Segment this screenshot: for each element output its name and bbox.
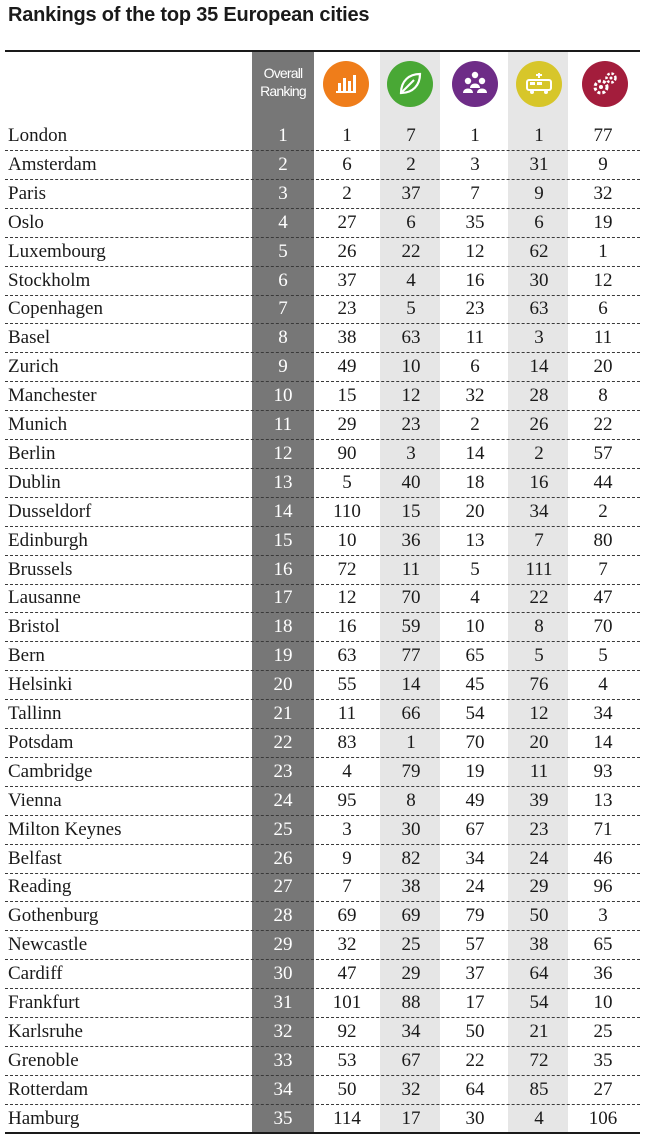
society-rank-cell: 20 bbox=[465, 500, 485, 522]
infrastructure-rank-cell: 3 bbox=[534, 327, 544, 349]
city-name: Helsinki bbox=[8, 674, 73, 696]
society-rank-cell: 34 bbox=[465, 847, 485, 869]
city-name: Belfast bbox=[8, 847, 62, 869]
environment-rank-cell: 29 bbox=[401, 963, 421, 985]
overall-ranking-cell: 6 bbox=[278, 269, 288, 291]
environment-rank-cell: 23 bbox=[401, 414, 421, 435]
infrastructure-rank-cell: 6 bbox=[534, 211, 544, 233]
economy-rank-cell: 16 bbox=[337, 616, 357, 638]
table-row bbox=[0, 267, 648, 296]
table-row bbox=[0, 209, 648, 238]
society-rank-cell: 11 bbox=[465, 327, 485, 349]
economy-rank-cell: 7 bbox=[342, 876, 352, 898]
economy-rank-cell: 12 bbox=[337, 587, 357, 609]
society-rank-cell: 23 bbox=[465, 298, 485, 320]
governance-rank-cell: 32 bbox=[593, 182, 613, 204]
infrastructure-rank-cell: 12 bbox=[529, 703, 549, 724]
city-name: Amsterdam bbox=[8, 153, 97, 175]
environment-rank-cell: 82 bbox=[401, 847, 421, 869]
governance-rank-cell: 46 bbox=[593, 847, 613, 869]
table-row bbox=[0, 180, 648, 209]
governance-rank-cell: 106 bbox=[588, 1107, 618, 1129]
table-row bbox=[0, 758, 648, 787]
environment-rank-cell: 79 bbox=[401, 760, 421, 782]
infrastructure-rank-cell: 76 bbox=[529, 674, 549, 696]
infrastructure-rank-cell: 26 bbox=[529, 414, 549, 435]
city-name: Copenhagen bbox=[8, 298, 103, 320]
infrastructure-rank-cell: 2 bbox=[534, 442, 544, 464]
city-name: Edinburgh bbox=[8, 529, 88, 551]
overall-ranking-cell: 11 bbox=[273, 414, 293, 435]
table-row bbox=[0, 1018, 648, 1047]
society-rank-cell: 37 bbox=[465, 963, 485, 985]
society-rank-cell: 18 bbox=[465, 471, 485, 493]
society-rank-cell: 1 bbox=[470, 125, 480, 146]
overall-ranking-cell: 29 bbox=[273, 934, 293, 956]
society-people-icon bbox=[452, 61, 498, 107]
environment-rank-cell: 10 bbox=[401, 356, 421, 378]
infrastructure-rank-cell: 9 bbox=[534, 182, 544, 204]
economy-rank-cell: 15 bbox=[337, 385, 357, 407]
economy-rank-cell: 9 bbox=[342, 847, 352, 869]
table-row bbox=[0, 411, 648, 440]
infrastructure-rank-cell: 8 bbox=[534, 616, 544, 638]
governance-rank-cell: 11 bbox=[593, 327, 613, 349]
society-rank-cell: 2 bbox=[470, 414, 480, 435]
city-name: Zurich bbox=[8, 356, 59, 378]
environment-rank-cell: 1 bbox=[406, 731, 416, 753]
overall-ranking-cell: 23 bbox=[273, 760, 293, 782]
table-row bbox=[0, 469, 648, 498]
governance-rank-cell: 4 bbox=[598, 674, 608, 696]
infrastructure-rank-cell: 38 bbox=[529, 934, 549, 956]
overall-ranking-cell: 35 bbox=[273, 1107, 293, 1129]
infrastructure-bus-icon bbox=[516, 61, 562, 107]
city-name: Dusseldorf bbox=[8, 500, 92, 522]
governance-rank-cell: 2 bbox=[598, 500, 608, 522]
table-row bbox=[0, 122, 648, 151]
overall-ranking-cell: 8 bbox=[278, 327, 288, 349]
economy-rank-cell: 2 bbox=[342, 182, 352, 204]
overall-ranking-cell: 20 bbox=[273, 674, 293, 696]
infrastructure-rank-cell: 54 bbox=[529, 992, 549, 1013]
city-name: Basel bbox=[8, 327, 51, 349]
city-name: Oslo bbox=[8, 211, 44, 233]
city-name: Bern bbox=[8, 645, 45, 667]
infrastructure-rank-cell: 64 bbox=[529, 963, 549, 985]
city-name: Rotterdam bbox=[8, 1078, 89, 1100]
infrastructure-rank-cell: 24 bbox=[529, 847, 549, 869]
infrastructure-rank-cell: 39 bbox=[529, 789, 549, 811]
overall-ranking-cell: 34 bbox=[273, 1078, 293, 1100]
environment-rank-cell: 7 bbox=[406, 125, 416, 146]
overall-ranking-cell: 12 bbox=[273, 442, 293, 464]
society-rank-cell: 3 bbox=[470, 153, 480, 175]
society-rank-cell: 10 bbox=[465, 616, 485, 638]
overall-ranking-cell: 27 bbox=[273, 876, 293, 898]
table-row bbox=[0, 295, 648, 324]
economy-rank-cell: 6 bbox=[342, 153, 352, 175]
governance-rank-cell: 1 bbox=[598, 240, 608, 262]
environment-rank-cell: 34 bbox=[401, 1020, 421, 1042]
city-name: Tallinn bbox=[8, 703, 62, 724]
city-name: Manchester bbox=[8, 385, 97, 407]
infrastructure-rank-cell: 50 bbox=[529, 905, 549, 927]
city-name: Lausanne bbox=[8, 587, 81, 609]
governance-rank-cell: 3 bbox=[598, 905, 608, 927]
overall-ranking-cell: 21 bbox=[273, 703, 293, 724]
infrastructure-rank-cell: 72 bbox=[529, 1049, 549, 1071]
governance-rank-cell: 20 bbox=[593, 356, 613, 378]
governance-rank-cell: 19 bbox=[593, 211, 613, 233]
overall-ranking-cell: 33 bbox=[273, 1049, 293, 1071]
economy-rank-cell: 49 bbox=[337, 356, 357, 378]
city-name: Grenoble bbox=[8, 1049, 79, 1071]
governance-rank-cell: 27 bbox=[593, 1078, 613, 1100]
table-row bbox=[0, 873, 648, 902]
society-rank-cell: 13 bbox=[465, 529, 485, 551]
infrastructure-rank-cell: 63 bbox=[529, 298, 549, 320]
bottom-rule bbox=[5, 1132, 640, 1134]
table-row bbox=[0, 989, 648, 1018]
governance-rank-cell: 25 bbox=[593, 1020, 613, 1042]
society-rank-cell: 14 bbox=[465, 442, 485, 464]
overall-ranking-cell: 4 bbox=[278, 211, 288, 233]
governance-rank-cell: 13 bbox=[593, 789, 613, 811]
city-name: Reading bbox=[8, 876, 72, 898]
city-name: Cardiff bbox=[8, 963, 63, 985]
overall-ranking-cell: 30 bbox=[273, 963, 293, 985]
city-name: Newcastle bbox=[8, 934, 88, 956]
governance-rank-cell: 80 bbox=[593, 529, 613, 551]
city-name: Karlsruhe bbox=[8, 1020, 83, 1042]
overall-ranking-cell: 25 bbox=[273, 818, 293, 840]
governance-rank-cell: 77 bbox=[593, 125, 613, 146]
infrastructure-rank-cell: 31 bbox=[529, 153, 549, 175]
economy-rank-cell: 37 bbox=[337, 269, 357, 291]
page-title: Rankings of the top 35 European cities bbox=[8, 4, 370, 26]
infrastructure-rank-cell: 23 bbox=[529, 818, 549, 840]
environment-rank-cell: 77 bbox=[401, 645, 421, 667]
governance-rank-cell: 93 bbox=[593, 760, 613, 782]
overall-ranking-cell: 19 bbox=[273, 645, 293, 667]
environment-rank-cell: 66 bbox=[401, 703, 421, 724]
table-row bbox=[0, 440, 648, 469]
governance-rank-cell: 10 bbox=[593, 992, 613, 1013]
governance-rank-cell: 96 bbox=[593, 876, 613, 898]
society-rank-cell: 7 bbox=[470, 182, 480, 204]
society-rank-cell: 16 bbox=[465, 269, 485, 291]
society-rank-cell: 4 bbox=[470, 587, 480, 609]
society-rank-cell: 45 bbox=[465, 674, 485, 696]
governance-rank-cell: 47 bbox=[593, 587, 613, 609]
table-row bbox=[0, 902, 648, 931]
city-name: Munich bbox=[8, 414, 68, 435]
economy-rank-cell: 50 bbox=[337, 1078, 357, 1100]
table-row bbox=[0, 960, 648, 989]
overall-ranking-cell: 31 bbox=[273, 992, 293, 1013]
governance-rank-cell: 65 bbox=[593, 934, 613, 956]
economy-rank-cell: 26 bbox=[337, 240, 357, 262]
society-rank-cell: 22 bbox=[465, 1049, 485, 1071]
economy-rank-cell: 63 bbox=[337, 645, 357, 667]
environment-leaf-icon bbox=[387, 61, 433, 107]
environment-rank-cell: 37 bbox=[401, 182, 421, 204]
environment-rank-cell: 22 bbox=[401, 240, 421, 262]
society-rank-cell: 35 bbox=[465, 211, 485, 233]
table-row bbox=[0, 642, 648, 671]
governance-gears-icon bbox=[582, 61, 628, 107]
infrastructure-rank-cell: 20 bbox=[529, 731, 549, 753]
overall-ranking-cell: 26 bbox=[273, 847, 293, 869]
economy-rank-cell: 72 bbox=[337, 558, 357, 580]
society-rank-cell: 32 bbox=[465, 385, 485, 407]
society-rank-cell: 12 bbox=[465, 240, 485, 262]
economy-rank-cell: 3 bbox=[342, 818, 352, 840]
economy-rank-cell: 92 bbox=[337, 1020, 357, 1042]
society-rank-cell: 17 bbox=[465, 992, 485, 1013]
environment-rank-cell: 38 bbox=[401, 876, 421, 898]
overall-ranking-cell: 2 bbox=[278, 153, 288, 175]
overall-ranking-cell: 1 bbox=[278, 125, 288, 146]
table-row bbox=[0, 845, 648, 874]
overall-ranking-cell: 32 bbox=[273, 1020, 293, 1042]
overall-ranking-header-line1: Overall bbox=[263, 65, 303, 81]
infrastructure-rank-cell: 21 bbox=[529, 1020, 549, 1042]
environment-rank-cell: 14 bbox=[401, 674, 421, 696]
table-row bbox=[0, 1076, 648, 1105]
society-rank-cell: 70 bbox=[465, 731, 485, 753]
infrastructure-rank-cell: 4 bbox=[534, 1107, 544, 1129]
table-row bbox=[0, 584, 648, 613]
infrastructure-rank-cell: 1 bbox=[534, 125, 544, 146]
economy-rank-cell: 47 bbox=[337, 963, 357, 985]
overall-ranking-cell: 17 bbox=[273, 587, 293, 609]
governance-rank-cell: 14 bbox=[593, 731, 613, 753]
governance-rank-cell: 12 bbox=[593, 269, 613, 291]
table-row bbox=[0, 671, 648, 700]
environment-rank-cell: 69 bbox=[401, 905, 421, 927]
economy-rank-cell: 4 bbox=[342, 760, 352, 782]
city-name: Berlin bbox=[8, 442, 56, 464]
city-name: Dublin bbox=[8, 471, 61, 493]
society-rank-cell: 67 bbox=[465, 818, 485, 840]
city-name: Vienna bbox=[8, 789, 62, 811]
overall-ranking-cell: 15 bbox=[273, 529, 293, 551]
overall-ranking-header bbox=[252, 64, 314, 100]
city-name: Bristol bbox=[8, 616, 60, 638]
economy-rank-cell: 1 bbox=[342, 125, 352, 146]
table-row bbox=[0, 700, 648, 729]
table-row bbox=[0, 1105, 648, 1134]
infrastructure-rank-cell: 7 bbox=[534, 529, 544, 551]
society-rank-cell: 54 bbox=[465, 703, 485, 724]
environment-rank-cell: 12 bbox=[401, 385, 421, 407]
environment-rank-cell: 2 bbox=[406, 153, 416, 175]
overall-ranking-cell: 22 bbox=[273, 731, 293, 753]
overall-ranking-header-line2: Ranking bbox=[260, 83, 306, 99]
table-row bbox=[0, 324, 648, 353]
table-row bbox=[0, 151, 648, 180]
environment-rank-cell: 63 bbox=[401, 327, 421, 349]
governance-rank-cell: 71 bbox=[593, 818, 613, 840]
city-name: Cambridge bbox=[8, 760, 93, 782]
society-rank-cell: 79 bbox=[465, 905, 485, 927]
governance-rank-cell: 7 bbox=[598, 558, 608, 580]
governance-rank-cell: 9 bbox=[598, 153, 608, 175]
economy-rank-cell: 29 bbox=[337, 414, 357, 435]
economy-rank-cell: 83 bbox=[337, 731, 357, 753]
environment-rank-cell: 3 bbox=[406, 442, 416, 464]
environment-rank-cell: 70 bbox=[401, 587, 421, 609]
overall-ranking-cell: 3 bbox=[278, 182, 288, 204]
governance-rank-cell: 36 bbox=[593, 963, 613, 985]
infrastructure-rank-cell: 22 bbox=[529, 587, 549, 609]
economy-rank-cell: 114 bbox=[333, 1107, 361, 1129]
governance-rank-cell: 57 bbox=[593, 442, 613, 464]
table-row bbox=[0, 238, 648, 267]
overall-ranking-cell: 14 bbox=[273, 500, 293, 522]
society-rank-cell: 30 bbox=[465, 1107, 485, 1129]
table-row bbox=[0, 1047, 648, 1076]
environment-rank-cell: 15 bbox=[401, 500, 421, 522]
governance-rank-cell: 35 bbox=[593, 1049, 613, 1071]
overall-ranking-cell: 24 bbox=[273, 789, 293, 811]
economy-rank-cell: 95 bbox=[337, 789, 357, 811]
city-name: Brussels bbox=[8, 558, 73, 580]
table-row bbox=[0, 556, 648, 585]
economy-rank-cell: 5 bbox=[342, 471, 352, 493]
economy-rank-cell: 101 bbox=[332, 992, 362, 1013]
table-row bbox=[0, 787, 648, 816]
environment-rank-cell: 8 bbox=[406, 789, 416, 811]
overall-ranking-cell: 5 bbox=[278, 240, 288, 262]
city-name: Potsdam bbox=[8, 731, 74, 753]
city-name: Paris bbox=[8, 182, 46, 204]
overall-ranking-cell: 13 bbox=[273, 471, 293, 493]
environment-rank-cell: 59 bbox=[401, 616, 421, 638]
infrastructure-rank-cell: 28 bbox=[529, 385, 549, 407]
city-name: Stockholm bbox=[8, 269, 91, 291]
table-row bbox=[0, 816, 648, 845]
economy-rank-cell: 55 bbox=[337, 674, 357, 696]
infrastructure-rank-cell: 11 bbox=[529, 760, 549, 782]
society-rank-cell: 5 bbox=[470, 558, 480, 580]
society-rank-cell: 50 bbox=[465, 1020, 485, 1042]
society-rank-cell: 6 bbox=[470, 356, 480, 378]
governance-rank-cell: 8 bbox=[598, 385, 608, 407]
environment-rank-cell: 30 bbox=[401, 818, 421, 840]
economy-rank-cell: 23 bbox=[337, 298, 357, 320]
environment-rank-cell: 25 bbox=[401, 934, 421, 956]
governance-rank-cell: 44 bbox=[593, 471, 613, 493]
governance-rank-cell: 6 bbox=[598, 298, 608, 320]
city-name: Gothenburg bbox=[8, 905, 99, 927]
society-rank-cell: 49 bbox=[465, 789, 485, 811]
infrastructure-rank-cell: 5 bbox=[534, 645, 544, 667]
infrastructure-rank-cell: 111 bbox=[525, 558, 553, 580]
economy-rank-cell: 38 bbox=[337, 327, 357, 349]
table-row bbox=[0, 729, 648, 758]
environment-rank-cell: 4 bbox=[406, 269, 416, 291]
overall-ranking-cell: 28 bbox=[273, 905, 293, 927]
economy-rank-cell: 32 bbox=[337, 934, 357, 956]
infrastructure-rank-cell: 34 bbox=[529, 500, 549, 522]
overall-ranking-cell: 9 bbox=[278, 356, 288, 378]
infrastructure-rank-cell: 30 bbox=[529, 269, 549, 291]
city-name: Luxembourg bbox=[8, 240, 106, 262]
environment-rank-cell: 6 bbox=[406, 211, 416, 233]
society-rank-cell: 64 bbox=[465, 1078, 485, 1100]
governance-rank-cell: 70 bbox=[593, 616, 613, 638]
city-name: Frankfurt bbox=[8, 992, 80, 1013]
society-rank-cell: 19 bbox=[465, 760, 485, 782]
environment-rank-cell: 32 bbox=[401, 1078, 421, 1100]
table-row bbox=[0, 498, 648, 527]
city-name: Milton Keynes bbox=[8, 818, 122, 840]
economy-rank-cell: 110 bbox=[333, 500, 361, 522]
table-row bbox=[0, 353, 648, 382]
city-name: London bbox=[8, 125, 68, 146]
economy-rank-cell: 10 bbox=[337, 529, 357, 551]
infrastructure-rank-cell: 16 bbox=[529, 471, 549, 493]
infrastructure-rank-cell: 62 bbox=[529, 240, 549, 262]
economy-rank-cell: 27 bbox=[337, 211, 357, 233]
infrastructure-rank-cell: 29 bbox=[529, 876, 549, 898]
economy-rank-cell: 69 bbox=[337, 905, 357, 927]
table-row bbox=[0, 382, 648, 411]
overall-ranking-cell: 16 bbox=[273, 558, 293, 580]
governance-rank-cell: 34 bbox=[593, 703, 613, 724]
economy-rank-cell: 11 bbox=[337, 703, 357, 724]
city-name: Hamburg bbox=[8, 1107, 80, 1129]
infrastructure-rank-cell: 85 bbox=[529, 1078, 549, 1100]
governance-rank-cell: 5 bbox=[598, 645, 608, 667]
environment-rank-cell: 5 bbox=[406, 298, 416, 320]
overall-ranking-cell: 10 bbox=[273, 385, 293, 407]
environment-rank-cell: 67 bbox=[401, 1049, 421, 1071]
environment-rank-cell: 88 bbox=[401, 992, 421, 1013]
table-row bbox=[0, 931, 648, 960]
economy-rank-cell: 90 bbox=[337, 442, 357, 464]
environment-rank-cell: 17 bbox=[401, 1107, 421, 1129]
environment-rank-cell: 11 bbox=[401, 558, 421, 580]
environment-rank-cell: 40 bbox=[401, 471, 421, 493]
society-rank-cell: 65 bbox=[465, 645, 485, 667]
society-rank-cell: 57 bbox=[465, 934, 485, 956]
environment-rank-cell: 36 bbox=[401, 529, 421, 551]
table-row bbox=[0, 613, 648, 642]
governance-rank-cell: 22 bbox=[593, 414, 613, 435]
overall-ranking-cell: 18 bbox=[273, 616, 293, 638]
economy-rank-cell: 53 bbox=[337, 1049, 357, 1071]
overall-ranking-cell: 7 bbox=[278, 298, 288, 320]
infrastructure-rank-cell: 14 bbox=[529, 356, 549, 378]
table-row bbox=[0, 527, 648, 556]
society-rank-cell: 24 bbox=[465, 876, 485, 898]
economy-bar-chart-icon bbox=[323, 61, 369, 107]
